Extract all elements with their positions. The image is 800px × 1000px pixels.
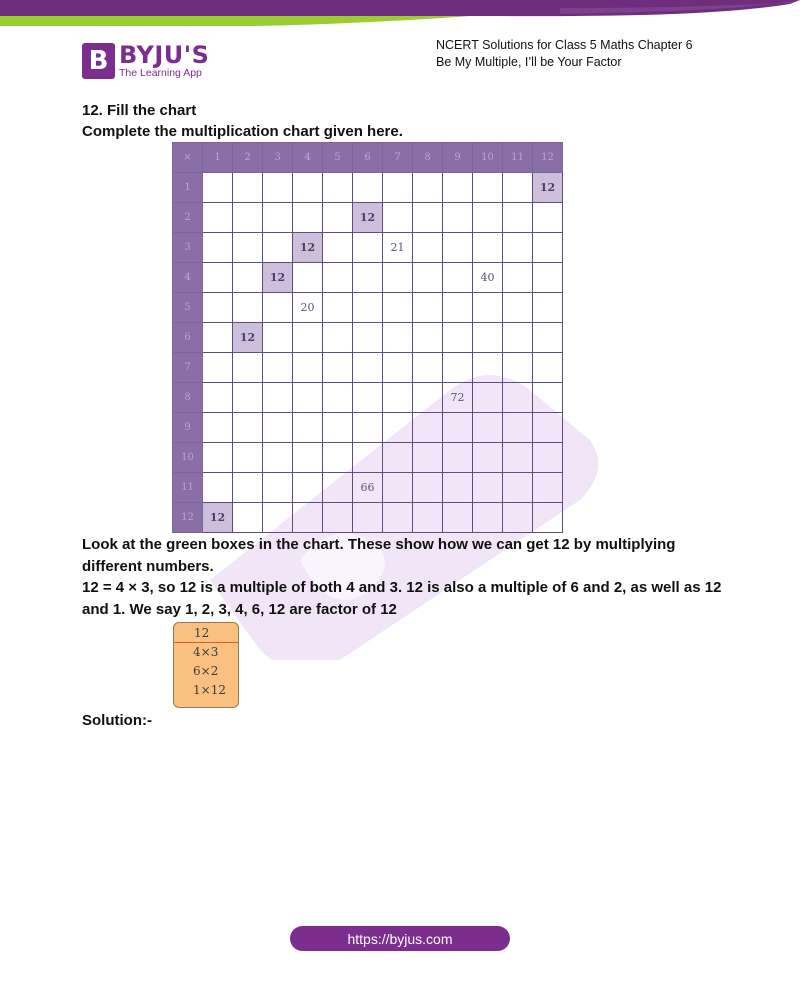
- factor-box-row: 1×12: [193, 683, 226, 697]
- chart-row-header: 5: [173, 293, 203, 323]
- chart-cell[interactable]: [383, 353, 413, 383]
- chart-cell[interactable]: [263, 503, 293, 533]
- chart-cell[interactable]: [443, 503, 473, 533]
- chart-col-header: 1: [203, 143, 233, 173]
- chart-row-header: 4: [173, 263, 203, 293]
- chart-cell-filled[interactable]: 21: [383, 233, 413, 263]
- chart-cell[interactable]: [353, 233, 383, 263]
- chart-cell[interactable]: [233, 443, 263, 473]
- chart-cell[interactable]: [413, 233, 443, 263]
- chart-cell-highlighted[interactable]: 12: [203, 503, 233, 533]
- chart-cell[interactable]: [263, 233, 293, 263]
- chart-cell[interactable]: [353, 263, 383, 293]
- chart-cell[interactable]: [353, 443, 383, 473]
- chart-cell[interactable]: [263, 443, 293, 473]
- chart-cell[interactable]: [503, 383, 533, 413]
- logo-tagline: The Learning App: [119, 67, 202, 80]
- chart-cell[interactable]: [383, 203, 413, 233]
- chart-cell[interactable]: [263, 353, 293, 383]
- chart-cell[interactable]: [503, 293, 533, 323]
- chart-cell-highlighted[interactable]: 12: [263, 263, 293, 293]
- chart-cell[interactable]: [443, 443, 473, 473]
- chart-cell[interactable]: [383, 323, 413, 353]
- chart-cell[interactable]: [533, 203, 563, 233]
- chart-cell[interactable]: [203, 383, 233, 413]
- chart-row: [173, 443, 563, 473]
- chart-cell[interactable]: [443, 203, 473, 233]
- chart-col-header: 2: [233, 143, 263, 173]
- chart-cell[interactable]: [533, 503, 563, 533]
- chart-cell[interactable]: [443, 293, 473, 323]
- chart-cell-highlighted[interactable]: 12: [353, 203, 383, 233]
- chart-row-header: 6: [173, 323, 203, 353]
- explanation-line1: Look at the green boxes in the chart. These show how we can get 12 by multiplying different numbers.: [82, 536, 676, 575]
- chart-cell[interactable]: [443, 173, 473, 203]
- chart-col-header: 3: [263, 143, 293, 173]
- chart-row: [173, 473, 563, 503]
- chart-cell[interactable]: [533, 323, 563, 353]
- chart-row-header: 7: [173, 353, 203, 383]
- chart-cell[interactable]: [293, 503, 323, 533]
- chart-cell[interactable]: [203, 203, 233, 233]
- chart-col-header: 12: [533, 143, 563, 173]
- chart-cell[interactable]: [503, 413, 533, 443]
- chart-row-header: 3: [173, 233, 203, 263]
- chart-cell[interactable]: [353, 503, 383, 533]
- question-instruction: Complete the multiplication chart given here.: [82, 123, 403, 140]
- factor-box-product: 12: [174, 623, 238, 643]
- multiplication-chart: [172, 142, 563, 533]
- chart-row: [173, 263, 563, 293]
- footer-url-link[interactable]: https://byjus.com: [290, 926, 510, 951]
- chart-cell[interactable]: [323, 233, 353, 263]
- chart-cell[interactable]: [353, 413, 383, 443]
- chart-cell[interactable]: [383, 263, 413, 293]
- chart-cell[interactable]: [443, 473, 473, 503]
- chart-cell[interactable]: [443, 323, 473, 353]
- chart-cell[interactable]: [353, 383, 383, 413]
- chart-cell[interactable]: [203, 323, 233, 353]
- chart-cell[interactable]: [263, 203, 293, 233]
- chart-cell[interactable]: [503, 233, 533, 263]
- chart-cell[interactable]: [353, 293, 383, 323]
- chart-cell[interactable]: [233, 383, 263, 413]
- chart-cell[interactable]: [503, 503, 533, 533]
- chart-cell[interactable]: [353, 173, 383, 203]
- chart-col-header: 9: [443, 143, 473, 173]
- chart-cell[interactable]: [473, 413, 503, 443]
- chart-cell[interactable]: [503, 263, 533, 293]
- chart-cell[interactable]: [533, 263, 563, 293]
- chart-cell[interactable]: [413, 173, 443, 203]
- chart-cell[interactable]: [383, 413, 413, 443]
- chart-row: [173, 353, 563, 383]
- chart-row: [173, 323, 563, 353]
- chart-cell[interactable]: [233, 413, 263, 443]
- chart-cell[interactable]: [473, 503, 503, 533]
- chart-row-header: 12: [173, 503, 203, 533]
- chart-cell[interactable]: [533, 353, 563, 383]
- chart-cell[interactable]: [293, 203, 323, 233]
- doc-title-line1: NCERT Solutions for Class 5 Maths Chapter 6: [436, 38, 693, 52]
- chart-cell[interactable]: [443, 413, 473, 443]
- chart-cell[interactable]: [353, 353, 383, 383]
- chart-cell[interactable]: [323, 203, 353, 233]
- chart-cell[interactable]: [233, 503, 263, 533]
- chart-col-header: 6: [353, 143, 383, 173]
- chart-row-header: 1: [173, 173, 203, 203]
- chart-cell-highlighted[interactable]: 12: [533, 173, 563, 203]
- chart-cell[interactable]: [293, 323, 323, 353]
- chart-cell[interactable]: [443, 233, 473, 263]
- chart-cell[interactable]: [263, 323, 293, 353]
- chart-cell[interactable]: [533, 443, 563, 473]
- chart-cell[interactable]: [203, 173, 233, 203]
- chart-cell[interactable]: [533, 293, 563, 323]
- chart-cell[interactable]: [413, 293, 443, 323]
- chart-cell[interactable]: [533, 383, 563, 413]
- chart-cell[interactable]: [203, 233, 233, 263]
- chart-row: [173, 293, 563, 323]
- chart-row: [173, 233, 563, 263]
- chart-col-header: 4: [293, 143, 323, 173]
- chart-cell[interactable]: [233, 293, 263, 323]
- chart-cell[interactable]: [503, 203, 533, 233]
- chart-cell[interactable]: [203, 353, 233, 383]
- chart-col-header: 5: [323, 143, 353, 173]
- chart-cell[interactable]: [293, 443, 323, 473]
- chart-cell[interactable]: [203, 473, 233, 503]
- chart-cell-filled[interactable]: 20: [293, 293, 323, 323]
- chart-cell[interactable]: [443, 263, 473, 293]
- chart-row-header: 8: [173, 383, 203, 413]
- chart-cell[interactable]: [503, 173, 533, 203]
- chart-cell[interactable]: [263, 473, 293, 503]
- chart-cell[interactable]: [473, 473, 503, 503]
- chart-cell[interactable]: [413, 263, 443, 293]
- chart-cell[interactable]: [413, 503, 443, 533]
- chart-cell[interactable]: [323, 353, 353, 383]
- chart-cell[interactable]: [383, 473, 413, 503]
- chart-cell[interactable]: [203, 443, 233, 473]
- chart-cell[interactable]: [323, 293, 353, 323]
- chart-row-header: 9: [173, 413, 203, 443]
- chart-cell[interactable]: [353, 323, 383, 353]
- chart-cell[interactable]: [413, 383, 443, 413]
- chart-cell[interactable]: [323, 323, 353, 353]
- chart-cell[interactable]: [263, 293, 293, 323]
- chart-row: [173, 413, 563, 443]
- chart-cell[interactable]: [323, 383, 353, 413]
- solution-label: Solution:-: [82, 712, 152, 729]
- chart-cell[interactable]: [473, 323, 503, 353]
- chart-cell-filled[interactable]: 40: [473, 263, 503, 293]
- chart-row-header: 10: [173, 443, 203, 473]
- chart-cell[interactable]: [383, 503, 413, 533]
- chart-row: [173, 203, 563, 233]
- chart-cell[interactable]: [443, 353, 473, 383]
- chart-cell[interactable]: [413, 353, 443, 383]
- chart-cell[interactable]: [473, 293, 503, 323]
- chart-cell[interactable]: [413, 203, 443, 233]
- chart-cell[interactable]: [533, 233, 563, 263]
- chart-cell[interactable]: [473, 173, 503, 203]
- chart-cell[interactable]: [233, 263, 263, 293]
- chart-cell-filled[interactable]: 66: [353, 473, 383, 503]
- chart-col-header: 10: [473, 143, 503, 173]
- factor-box-row: 6×2: [193, 664, 219, 678]
- question-block: [82, 100, 403, 142]
- explanation: [82, 534, 732, 620]
- chart-cell[interactable]: [203, 413, 233, 443]
- chart-cell[interactable]: [383, 443, 413, 473]
- chart-row: [173, 503, 563, 533]
- chart-cell[interactable]: [413, 473, 443, 503]
- chart-row: [173, 383, 563, 413]
- chart-cell[interactable]: [383, 293, 413, 323]
- chart-cell[interactable]: [323, 173, 353, 203]
- byjus-logo: [82, 43, 209, 79]
- chart-cell[interactable]: [383, 173, 413, 203]
- question-title: 12. Fill the chart: [82, 102, 197, 119]
- chart-cell[interactable]: [233, 473, 263, 503]
- chart-cell[interactable]: [293, 173, 323, 203]
- chart-cell[interactable]: [533, 413, 563, 443]
- chart-cell[interactable]: [503, 473, 533, 503]
- chart-cell[interactable]: [203, 263, 233, 293]
- logo-mark-icon: B: [82, 43, 115, 79]
- chart-cell[interactable]: [473, 203, 503, 233]
- chart-cell[interactable]: [293, 383, 323, 413]
- chart-cell[interactable]: [233, 353, 263, 383]
- chart-cell[interactable]: [293, 353, 323, 383]
- chart-cell[interactable]: [263, 413, 293, 443]
- chart-cell[interactable]: [233, 203, 263, 233]
- chart-col-header: 11: [503, 143, 533, 173]
- chart-cell[interactable]: [323, 503, 353, 533]
- chart-row-header: 11: [173, 473, 203, 503]
- chart-corner-times: ×: [173, 143, 203, 173]
- chart-cell[interactable]: [533, 473, 563, 503]
- chart-cell[interactable]: [413, 413, 443, 443]
- explanation-line2: 12 = 4 × 3, so 12 is a multiple of both 4 and 3. 12 is also a multiple of 6 and 2, as well as 12 and 1. We say 1, 2, 3, 4, 6, 12 are factor of 12: [82, 579, 722, 618]
- chart-cell[interactable]: [473, 233, 503, 263]
- chart-cell-highlighted[interactable]: 12: [293, 233, 323, 263]
- chart-cell-highlighted[interactable]: 12: [233, 323, 263, 353]
- chart-header-row: [173, 143, 563, 173]
- chart-cell[interactable]: [503, 353, 533, 383]
- chart-cell[interactable]: [383, 383, 413, 413]
- chart-cell-filled[interactable]: 72: [443, 383, 473, 413]
- factor-box-row: 4×3: [193, 645, 219, 659]
- chart-cell[interactable]: [323, 263, 353, 293]
- factor-box: [173, 622, 239, 708]
- chart-cell[interactable]: [323, 413, 353, 443]
- chart-cell[interactable]: [293, 413, 323, 443]
- logo-brand: BYJU'S: [119, 41, 210, 70]
- chart-cell[interactable]: [293, 473, 323, 503]
- chart-cell[interactable]: [233, 173, 263, 203]
- chart-cell[interactable]: [323, 443, 353, 473]
- chart-cell[interactable]: [203, 293, 233, 323]
- chart-cell[interactable]: [413, 443, 443, 473]
- chart-cell[interactable]: [323, 473, 353, 503]
- header-band: [0, 0, 800, 32]
- chart-cell[interactable]: [263, 173, 293, 203]
- chart-cell[interactable]: [473, 353, 503, 383]
- chart-cell[interactable]: [233, 233, 263, 263]
- chart-row: [173, 173, 563, 203]
- chart-cell[interactable]: [263, 383, 293, 413]
- doc-title-line2: Be My Multiple, I’ll be Your Factor: [436, 55, 622, 69]
- chart-cell[interactable]: [473, 443, 503, 473]
- chart-cell[interactable]: [413, 323, 443, 353]
- chart-row-header: 2: [173, 203, 203, 233]
- chart-cell[interactable]: [293, 263, 323, 293]
- chart-cell[interactable]: [503, 443, 533, 473]
- chart-col-header: 8: [413, 143, 443, 173]
- chart-col-header: 7: [383, 143, 413, 173]
- document-title: [436, 37, 693, 71]
- chart-cell[interactable]: [473, 383, 503, 413]
- chart-cell[interactable]: [503, 323, 533, 353]
